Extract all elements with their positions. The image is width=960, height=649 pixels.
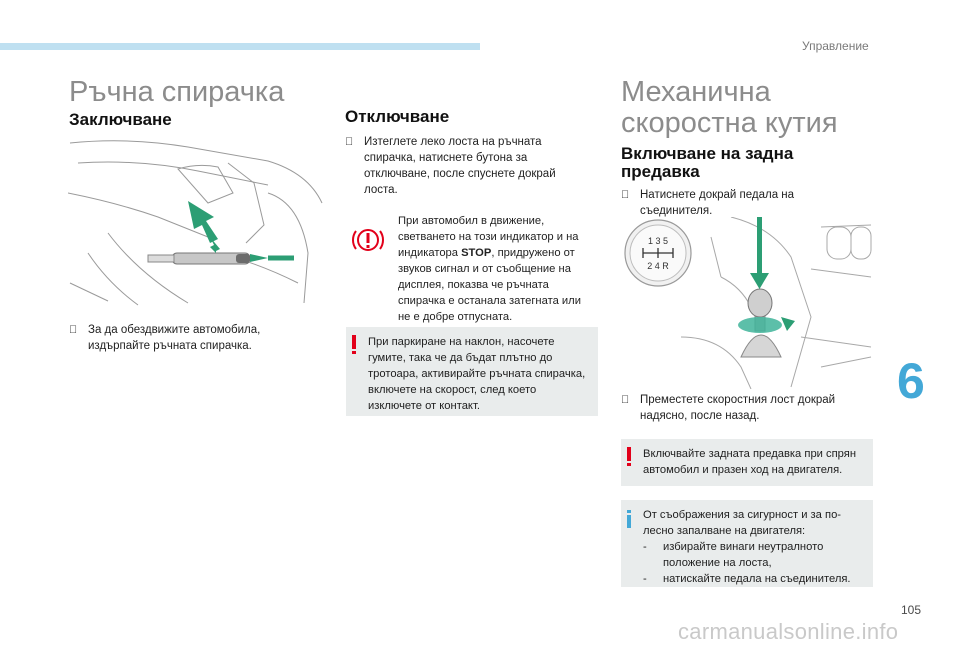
release-bullet: Изтеглете леко лоста на ръчната спирачка, натиснете бутона за отключване, после спуснете докрай лоста. (345, 134, 590, 198)
reverse-warning-box: Включвайте задната предавка при спрян автомобил и празен ход на двигателя. (621, 439, 873, 486)
lock-bullet: За да обездвижите автомобила, издърпайте ръчната спирачка. (69, 322, 291, 354)
lock-heading: Заключване (69, 110, 172, 129)
info-intro: От съображения за сигурност и за по-лесно запалване на двигателя: (643, 509, 842, 537)
bullet-mark-icon (69, 322, 77, 338)
reverse-heading-line1: Включване на задна (621, 144, 794, 163)
gear-pattern-top: 1 3 5 (647, 236, 669, 246)
safety-info-box (621, 500, 873, 587)
handbrake-illustration (68, 133, 324, 309)
reverse-heading-line2: предавка (621, 162, 700, 181)
warning-icon (352, 335, 356, 354)
bullet-mark-icon (621, 187, 629, 203)
page-title: Ръчна спирачка (69, 76, 285, 108)
gearbox-title-line2: скоростна кутия (621, 107, 838, 139)
section-label: Управление (802, 39, 869, 53)
page-number: 105 (901, 603, 922, 617)
bullet-mark-icon (621, 392, 629, 408)
info-icon (627, 510, 631, 528)
watermark: carmanualsonline.info (678, 619, 899, 644)
gearbox-title-line1: Механична (621, 76, 771, 108)
release-heading: Отключване (345, 107, 450, 126)
clutch-bullet: Натиснете докрай педала на съединителя. (621, 187, 861, 219)
brake-warning-icon (351, 223, 385, 257)
warning-icon (627, 447, 631, 466)
parking-note-box: При паркиране на наклон, насочете гумите, така че да бъдат плътно до тротоара, активирайте ръчната спирачка, включете на скорост, след което изключете от контакт. (346, 327, 598, 416)
info-list-item: - натискайте педала на съединителя. (643, 573, 851, 585)
header-accent-bar (0, 43, 480, 50)
brake-warning-text: При автомобил в движение, светването на този индикатор и на индикатора STOP, придружено от звуков сигнал и от съобщение на дисплея, показва че ръчната спирачка е останала затегната или не е добре отпусната. (398, 215, 581, 323)
stop-label: STOP (461, 247, 492, 259)
info-list-item: - избирайте винаги неутралното положение на лоста, (643, 541, 824, 569)
gear-pattern-bottom: 2 4 R (647, 261, 669, 271)
chapter-number: 6 (897, 353, 925, 409)
gear-lever-illustration (621, 217, 873, 389)
bullet-mark-icon (345, 134, 353, 150)
gear-shift-bullet: Преместете скоростния лост докрай надясно, после назад. (621, 392, 861, 424)
